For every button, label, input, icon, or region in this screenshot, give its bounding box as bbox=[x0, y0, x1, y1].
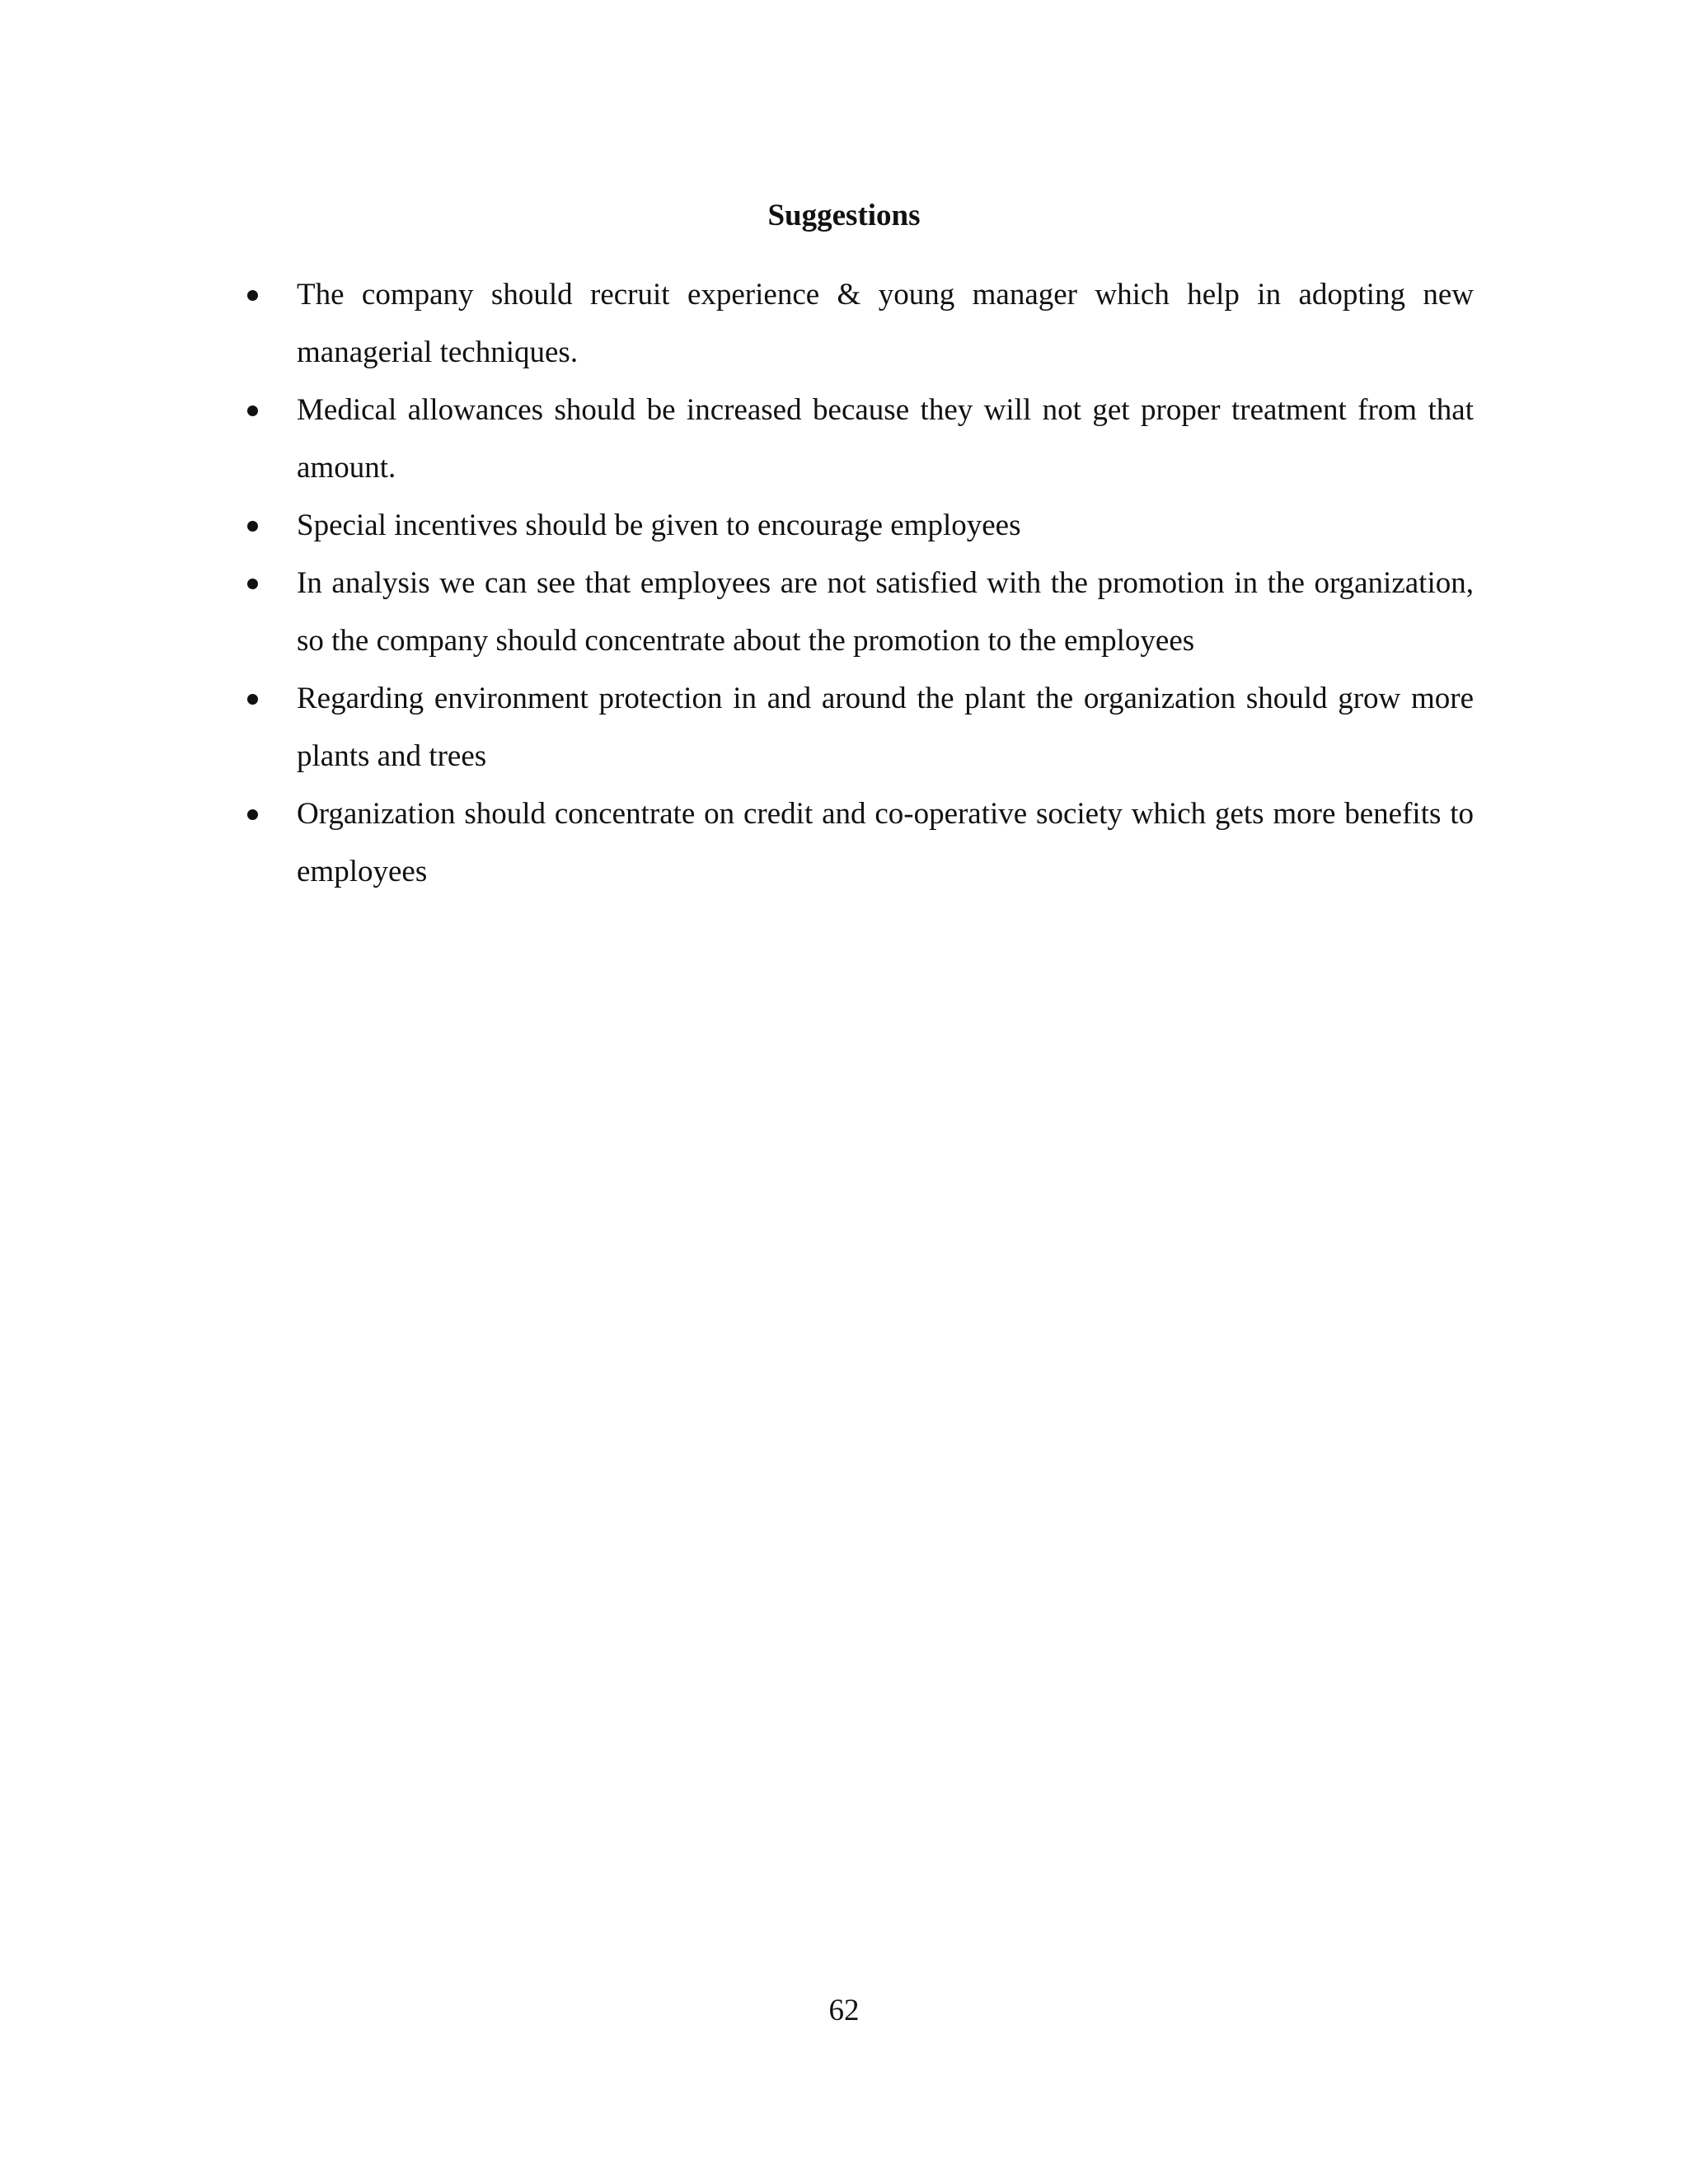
list-item-text: The company should recruit experience & young manager which help in adopting new managerial techniques. bbox=[297, 278, 1474, 369]
list-item-text: Medical allowances should be increased because they will not get proper treatment from that amount. bbox=[297, 393, 1474, 485]
list-item bbox=[246, 785, 1474, 901]
list-item-text: In analysis we can see that employees are not satisfied with the promotion in the organization, so the company should concentrate about the promotion to the employees bbox=[297, 566, 1474, 658]
bullet-icon bbox=[246, 785, 270, 843]
bullet-icon bbox=[246, 497, 270, 555]
list-item bbox=[246, 382, 1474, 497]
suggestions-list bbox=[246, 266, 1474, 901]
list-item-text: Organization should concentrate on credit and co-operative society which gets more benefits to employees bbox=[297, 797, 1474, 888]
list-item bbox=[246, 266, 1474, 382]
page-number: 62 bbox=[828, 1994, 860, 2027]
bullet-icon bbox=[246, 266, 270, 324]
bullet-icon bbox=[246, 555, 270, 612]
list-item bbox=[246, 497, 1474, 555]
list-item bbox=[246, 670, 1474, 785]
list-item-text: Special incentives should be given to encourage employees bbox=[297, 509, 1021, 542]
bullet-icon bbox=[246, 670, 270, 728]
list-item-text: Regarding environment protection in and around the plant the organization should grow more plants and trees bbox=[297, 682, 1474, 773]
page-title: Suggestions bbox=[767, 199, 921, 232]
list-item bbox=[246, 555, 1474, 670]
bullet-icon bbox=[246, 382, 270, 439]
